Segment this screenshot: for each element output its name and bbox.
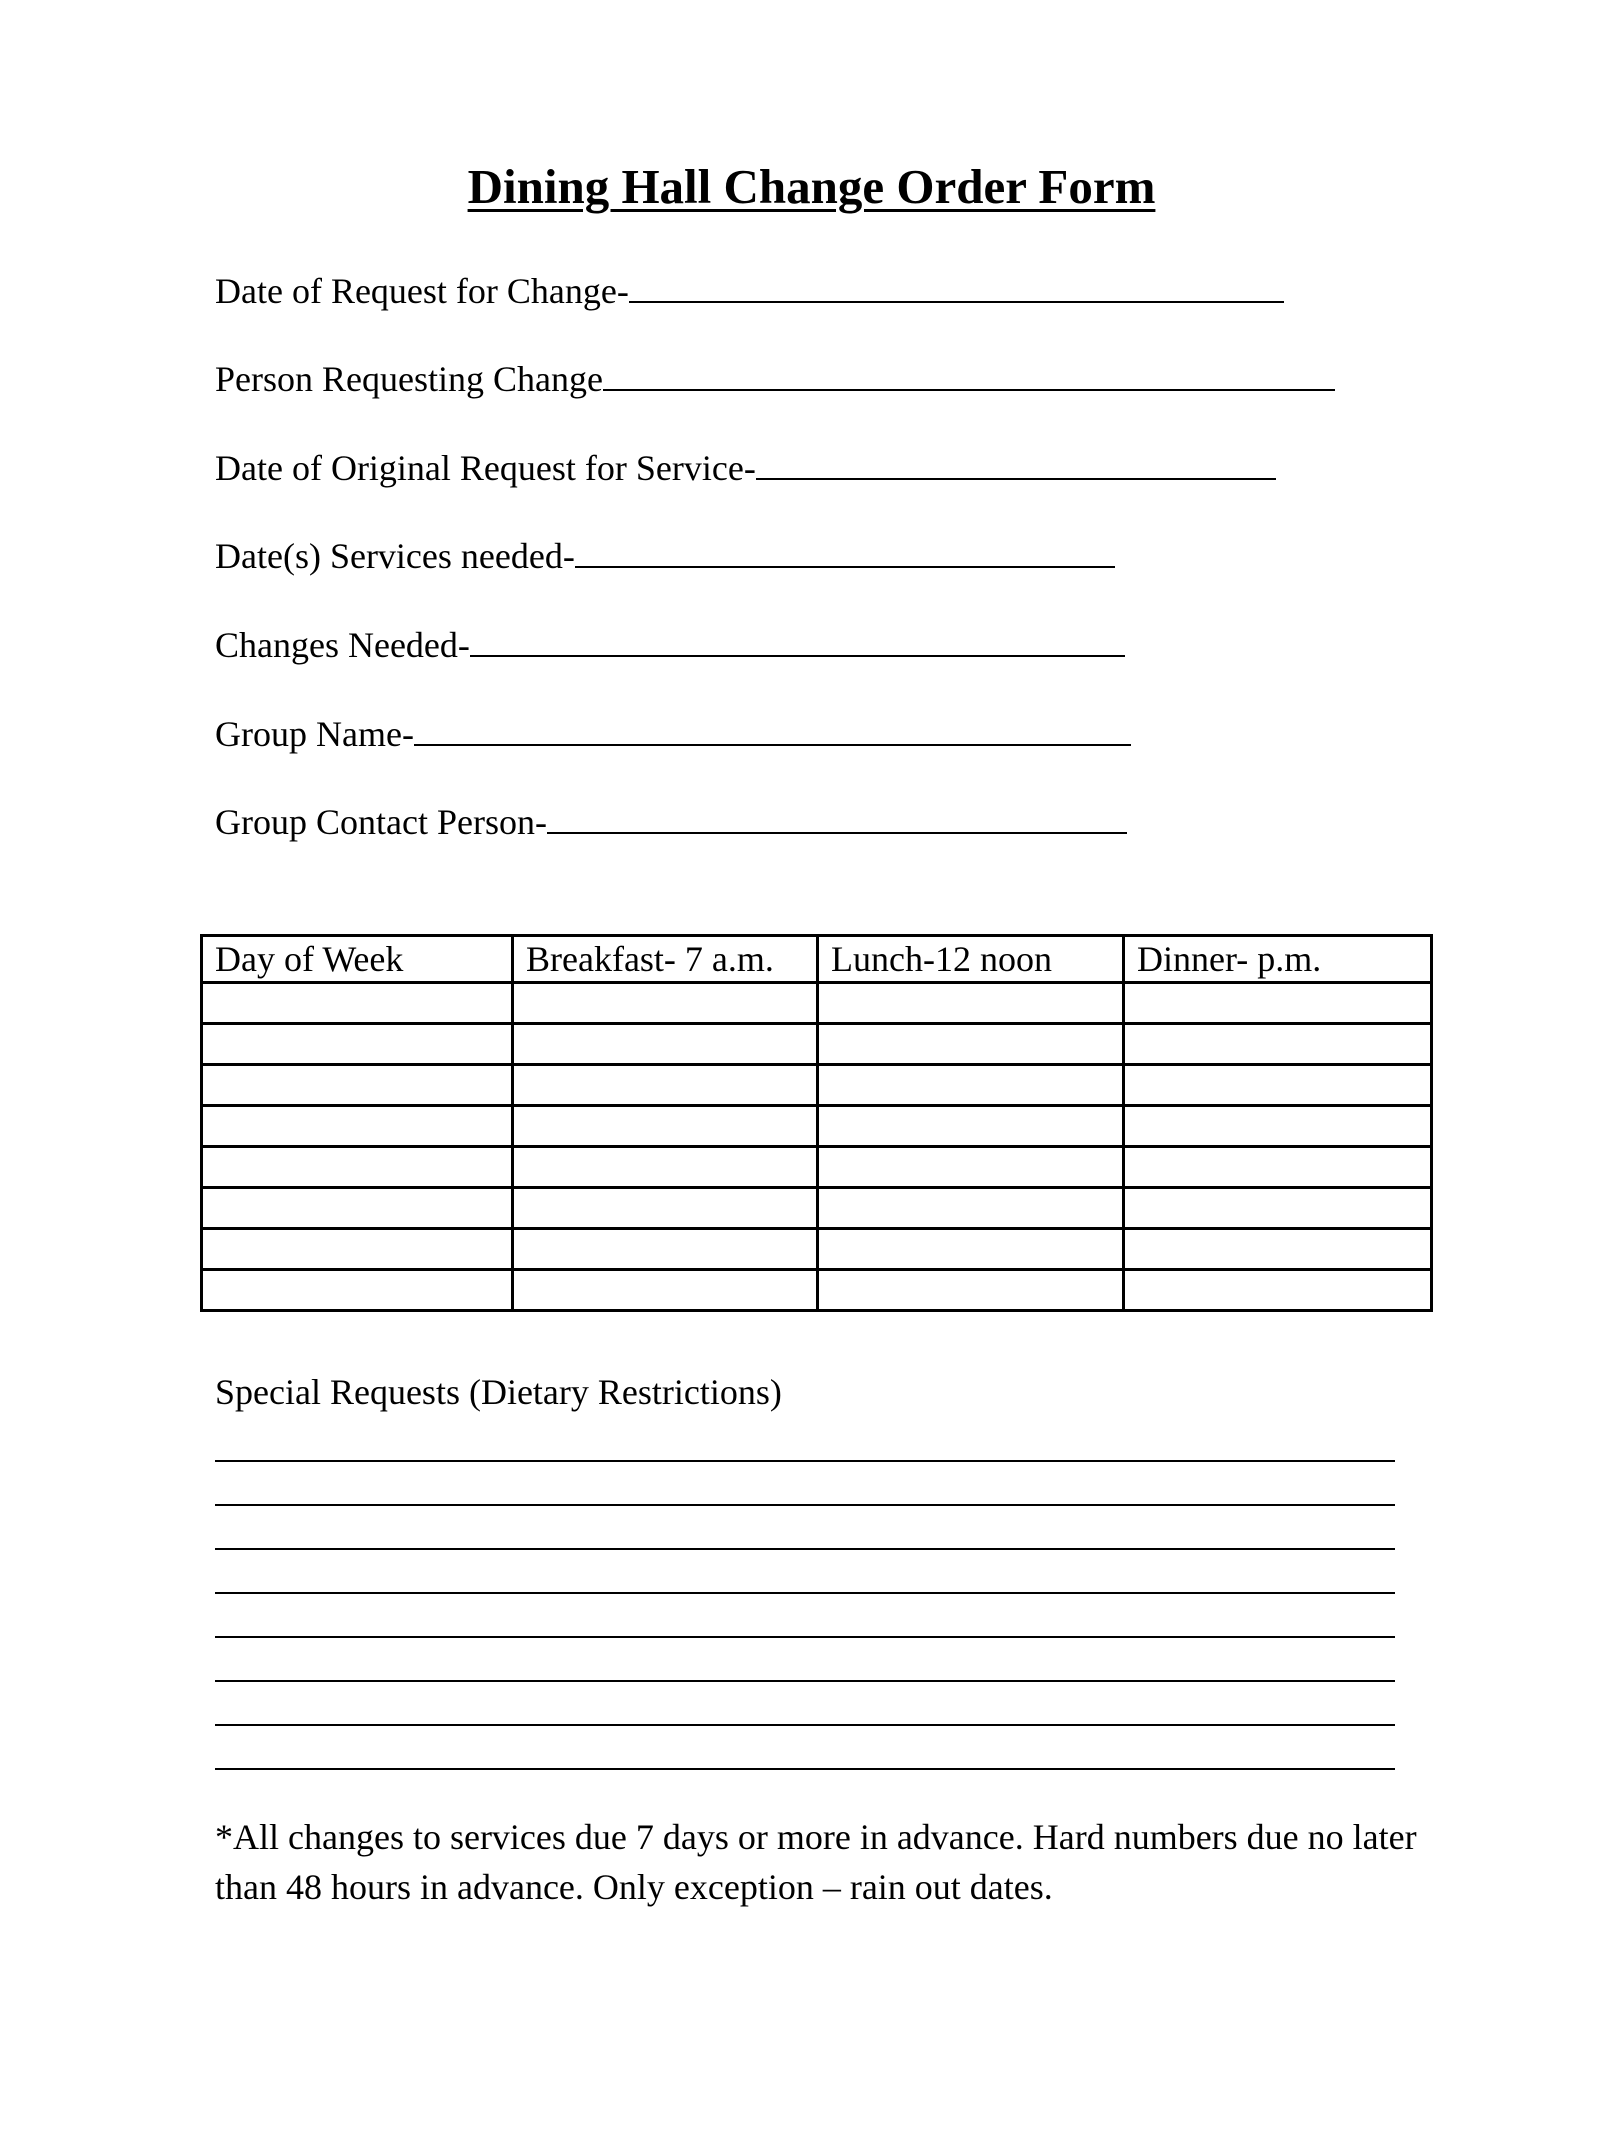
header-breakfast: Breakfast- 7 a.m.: [513, 936, 818, 983]
table-row: [202, 1024, 1432, 1065]
table-cell[interactable]: [1124, 1229, 1432, 1270]
special-requests-line[interactable]: [215, 1592, 1395, 1594]
field-label: Date(s) Services needed-: [215, 536, 575, 576]
field-label: Group Name-: [215, 714, 414, 754]
advance-notice-note: *All changes to services due 7 days or more in advance. Hard numbers due no later than 48 hours in advance. Only exception – rain out dates.: [215, 1817, 1417, 1907]
field-label: Date of Request for Change-: [215, 271, 629, 311]
field-date-of-request: [215, 268, 1284, 312]
table-row: [202, 1065, 1432, 1106]
special-requests-label: Special Requests (Dietary Restrictions): [215, 1372, 782, 1412]
table-row: [202, 1106, 1432, 1147]
field-label: Changes Needed-: [215, 625, 470, 665]
table-cell[interactable]: [1124, 1065, 1432, 1106]
field-date-of-original-request: [215, 445, 1276, 489]
table-row: [202, 1188, 1432, 1229]
table-cell[interactable]: [818, 1270, 1124, 1311]
table-cell[interactable]: [1124, 983, 1432, 1024]
field-label: Date of Original Request for Service-: [215, 448, 756, 488]
table-cell[interactable]: [1124, 1188, 1432, 1229]
special-requests-line[interactable]: [215, 1548, 1395, 1550]
table-cell[interactable]: [1124, 1024, 1432, 1065]
table-cell[interactable]: [513, 1147, 818, 1188]
field-changes-needed: [215, 622, 1125, 666]
field-label: Person Requesting Change: [215, 359, 603, 399]
field-group-contact-person: [215, 799, 1127, 843]
table-cell[interactable]: [513, 1024, 818, 1065]
header-dinner: Dinner- p.m.: [1124, 936, 1432, 983]
table-header-row: [202, 936, 1432, 983]
table-cell[interactable]: [818, 1024, 1124, 1065]
table-cell[interactable]: [818, 1188, 1124, 1229]
table-row: [202, 1229, 1432, 1270]
form-title: Dining Hall Change Order Form: [467, 159, 1156, 214]
field-group-name: [215, 711, 1131, 755]
table-cell[interactable]: [202, 1270, 513, 1311]
table-cell[interactable]: [202, 1147, 513, 1188]
group-name-input[interactable]: [414, 711, 1131, 746]
special-requests-line[interactable]: [215, 1504, 1395, 1506]
header-lunch: Lunch-12 noon: [818, 936, 1124, 983]
table-cell[interactable]: [1124, 1270, 1432, 1311]
changes-needed-input[interactable]: [470, 622, 1125, 657]
table-cell[interactable]: [818, 1106, 1124, 1147]
field-person-requesting: [215, 356, 1335, 400]
field-label: Group Contact Person-: [215, 802, 547, 842]
special-requests-line[interactable]: [215, 1724, 1395, 1726]
dates-services-needed-input[interactable]: [575, 533, 1115, 568]
table-cell[interactable]: [1124, 1147, 1432, 1188]
table-cell[interactable]: [513, 1106, 818, 1147]
table-cell[interactable]: [202, 983, 513, 1024]
table-cell[interactable]: [513, 1229, 818, 1270]
special-requests-line[interactable]: [215, 1636, 1395, 1638]
special-requests-line[interactable]: [215, 1460, 1395, 1462]
table-cell[interactable]: [202, 1188, 513, 1229]
table-cell[interactable]: [818, 983, 1124, 1024]
meal-schedule-table: [200, 934, 1433, 1312]
table-row: [202, 1270, 1432, 1311]
header-day-of-week: Day of Week: [202, 936, 513, 983]
field-dates-services-needed: [215, 533, 1115, 577]
special-requests-line[interactable]: [215, 1768, 1395, 1770]
table-cell[interactable]: [818, 1147, 1124, 1188]
table-cell[interactable]: [202, 1024, 513, 1065]
table-cell[interactable]: [513, 1065, 818, 1106]
date-of-original-request-input[interactable]: [756, 445, 1276, 480]
table-cell[interactable]: [202, 1106, 513, 1147]
person-requesting-input[interactable]: [603, 356, 1335, 391]
special-requests-line[interactable]: [215, 1680, 1395, 1682]
table-cell[interactable]: [202, 1229, 513, 1270]
date-of-request-input[interactable]: [629, 268, 1284, 303]
table-cell[interactable]: [1124, 1106, 1432, 1147]
table-row: [202, 1147, 1432, 1188]
table-cell[interactable]: [202, 1065, 513, 1106]
table-cell[interactable]: [818, 1229, 1124, 1270]
table-cell[interactable]: [818, 1065, 1124, 1106]
table-cell[interactable]: [513, 983, 818, 1024]
table-cell[interactable]: [513, 1270, 818, 1311]
table-cell[interactable]: [513, 1188, 818, 1229]
group-contact-person-input[interactable]: [547, 799, 1127, 834]
table-row: [202, 983, 1432, 1024]
